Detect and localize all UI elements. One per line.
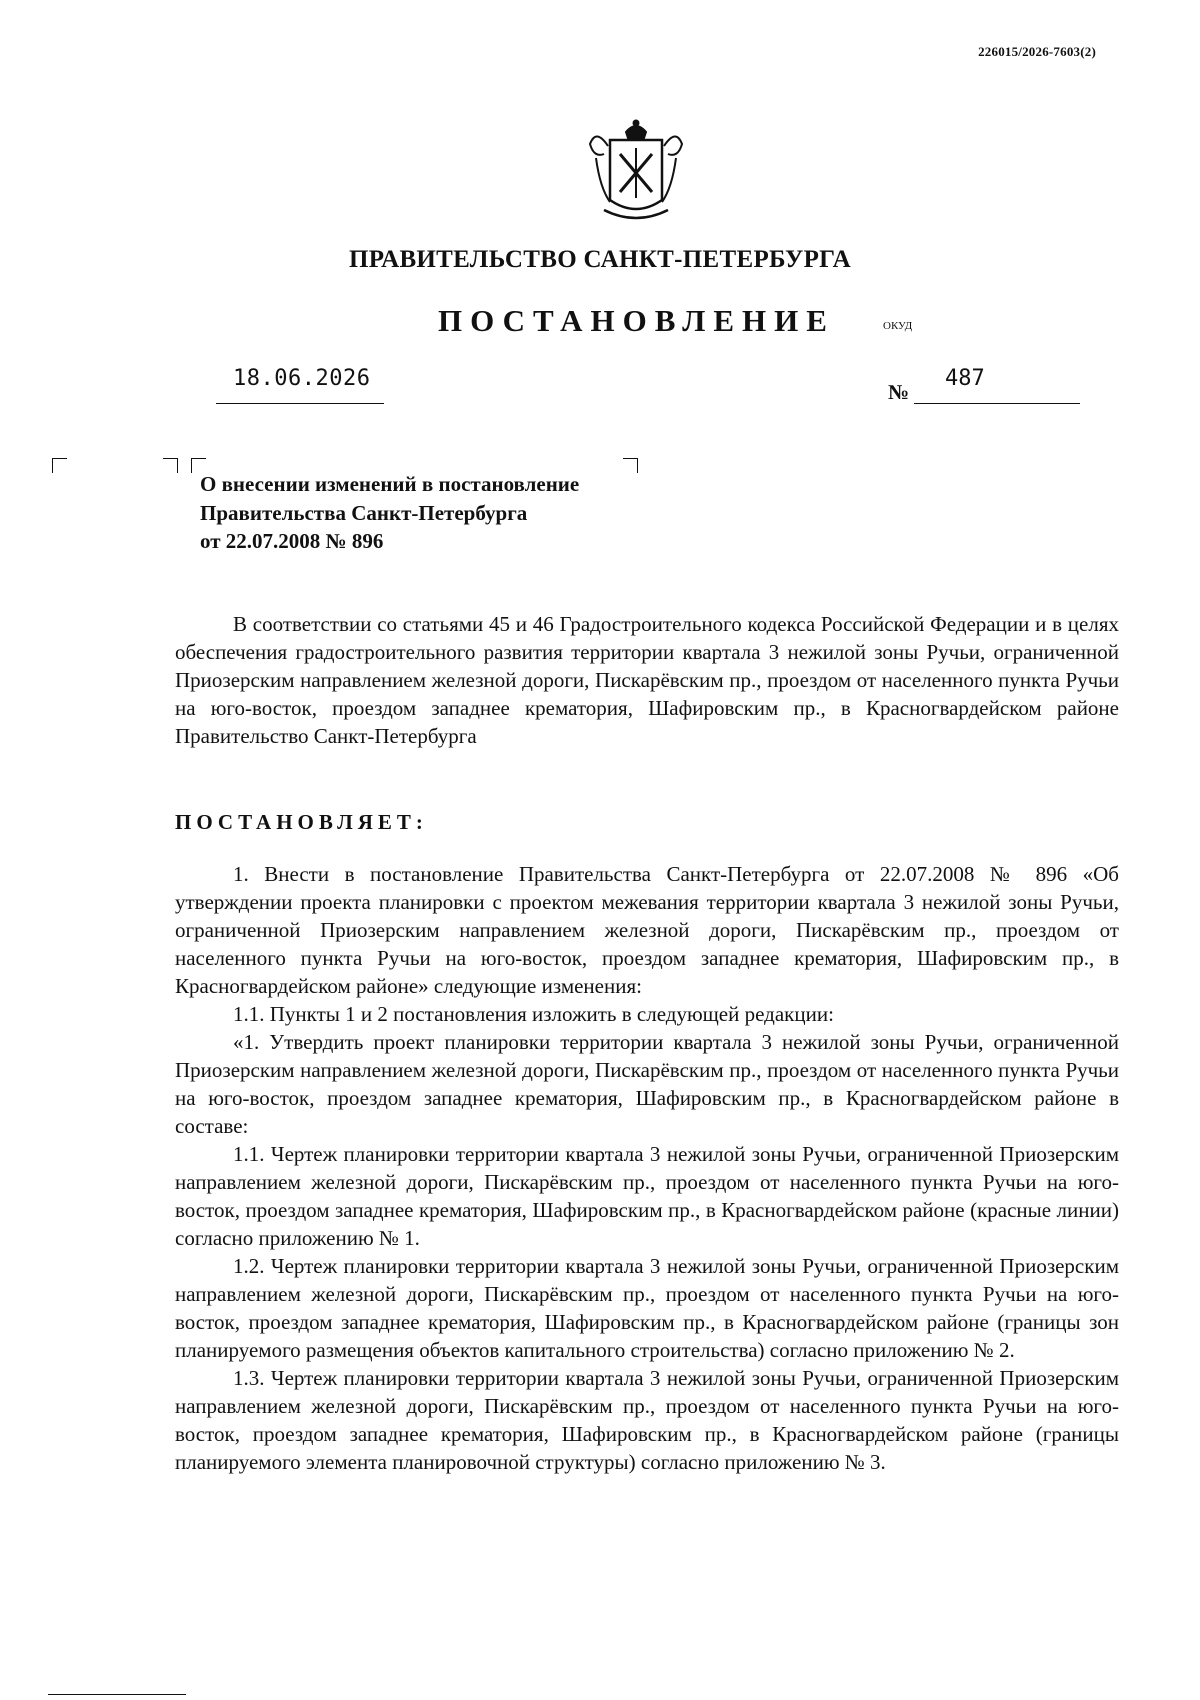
document-type: ПОСТАНОВЛЕНИЕ bbox=[438, 303, 835, 338]
okud-label: ОКУД bbox=[883, 320, 913, 332]
paragraph: 1.1. Чертеж планировки территории квартала 3 нежилой зоны Ручьи, ограниченной Приозерским направлением железной дороги, Пискарёвским пр., проездом от населенного пункта Ручьи на юго-восток, проездом западнее крематория, Шафировским пр., в Красногвардейском районе (красные линии) согласно приложению № 1. bbox=[175, 1142, 1119, 1250]
subject-line: Правительства Санкт-Петербурга bbox=[200, 500, 528, 525]
decree-heading: ПОСТАНОВЛЯЕТ: bbox=[175, 810, 428, 834]
footer-rule bbox=[48, 1694, 186, 1695]
organization-title: ПРАВИТЕЛЬСТВО САНКТ-ПЕТЕРБУРГА bbox=[348, 246, 852, 273]
subject-corner-mark bbox=[163, 458, 178, 473]
st-petersburg-coat-of-arms-icon bbox=[586, 118, 686, 228]
document-body bbox=[175, 860, 1119, 1476]
preamble bbox=[175, 610, 1119, 750]
registration-number: 226015/2026-7603(2) bbox=[978, 44, 1096, 59]
paragraph: 1.1. Пункты 1 и 2 постановления изложить в следующей редакции: bbox=[233, 1002, 834, 1026]
margin-corner-mark bbox=[52, 458, 67, 473]
subject-line: от 22.07.2008 № 896 bbox=[200, 529, 384, 553]
date-field bbox=[216, 366, 384, 404]
paragraph: 1. Внести в постановление Правительства Санкт-Петербурга от 22.07.2008 № 896 «Об утверждении проекта планировки с проектом межевания территории квартала 3 нежилой зоны Ручьи, ограниченной Приозерским направлением железной дороги, Пискарёвским пр., проездом от населенного пункта Ручьи на юго-восток, проездом западнее крематория, Шафировским пр., в Красногвардейском районе» следующие изменения: bbox=[175, 862, 1119, 998]
paragraph: «1. Утвердить проект планировки территории квартала 3 нежилой зоны Ручьи, ограниченной Приозерским направлением железной дороги, Пискарёвским пр., проездом от населенного пункта Ручьи на юго-восток, проездом западнее крематория, Шафировским пр., в Красногвардейском районе в составе: bbox=[175, 1030, 1119, 1138]
preamble-text: В соответствии со статьями 45 и 46 Градостроительного кодекса Российской Федерации и в целях обеспечения градостроительного развития территории квартала 3 нежилой зоны Ручьи, ограниченной Приозерским направлением железной дороги, Пискарёвским пр., проездом от населенного пункта Ручьи на юго-восток, проездом западнее крематория, Шафировским пр., в Красногвардейском районе Правительство Санкт-Петербурга bbox=[175, 612, 1119, 748]
document-subject bbox=[200, 470, 579, 556]
number-label: № bbox=[888, 380, 910, 404]
document-number: 487 bbox=[945, 366, 985, 391]
subject-line: О внесении изменений в постановление bbox=[200, 472, 580, 496]
paragraph: 1.2. Чертеж планировки территории квартала 3 нежилой зоны Ручьи, ограниченной Приозерским направлением железной дороги, Пискарёвским пр., проездом от населенного пункта Ручьи на юго-восток, проездом западнее крематория, Шафировским пр., в Красногвардейском районе (границы зон планируемого размещения объектов капитального строительства) согласно приложению № 2. bbox=[175, 1254, 1119, 1362]
number-field bbox=[914, 366, 1080, 404]
paragraph: 1.3. Чертеж планировки территории квартала 3 нежилой зоны Ручьи, ограниченной Приозерским направлением железной дороги, Пискарёвским пр., проездом от населенного пункта Ручьи на юго-восток, проездом западнее крематория, Шафировским пр., в Красногвардейском районе (границы планируемого элемента планировочной структуры) согласно приложению № 3. bbox=[175, 1366, 1119, 1474]
subject-corner-mark bbox=[623, 458, 638, 473]
document-date: 18.06.2026 bbox=[233, 366, 371, 391]
